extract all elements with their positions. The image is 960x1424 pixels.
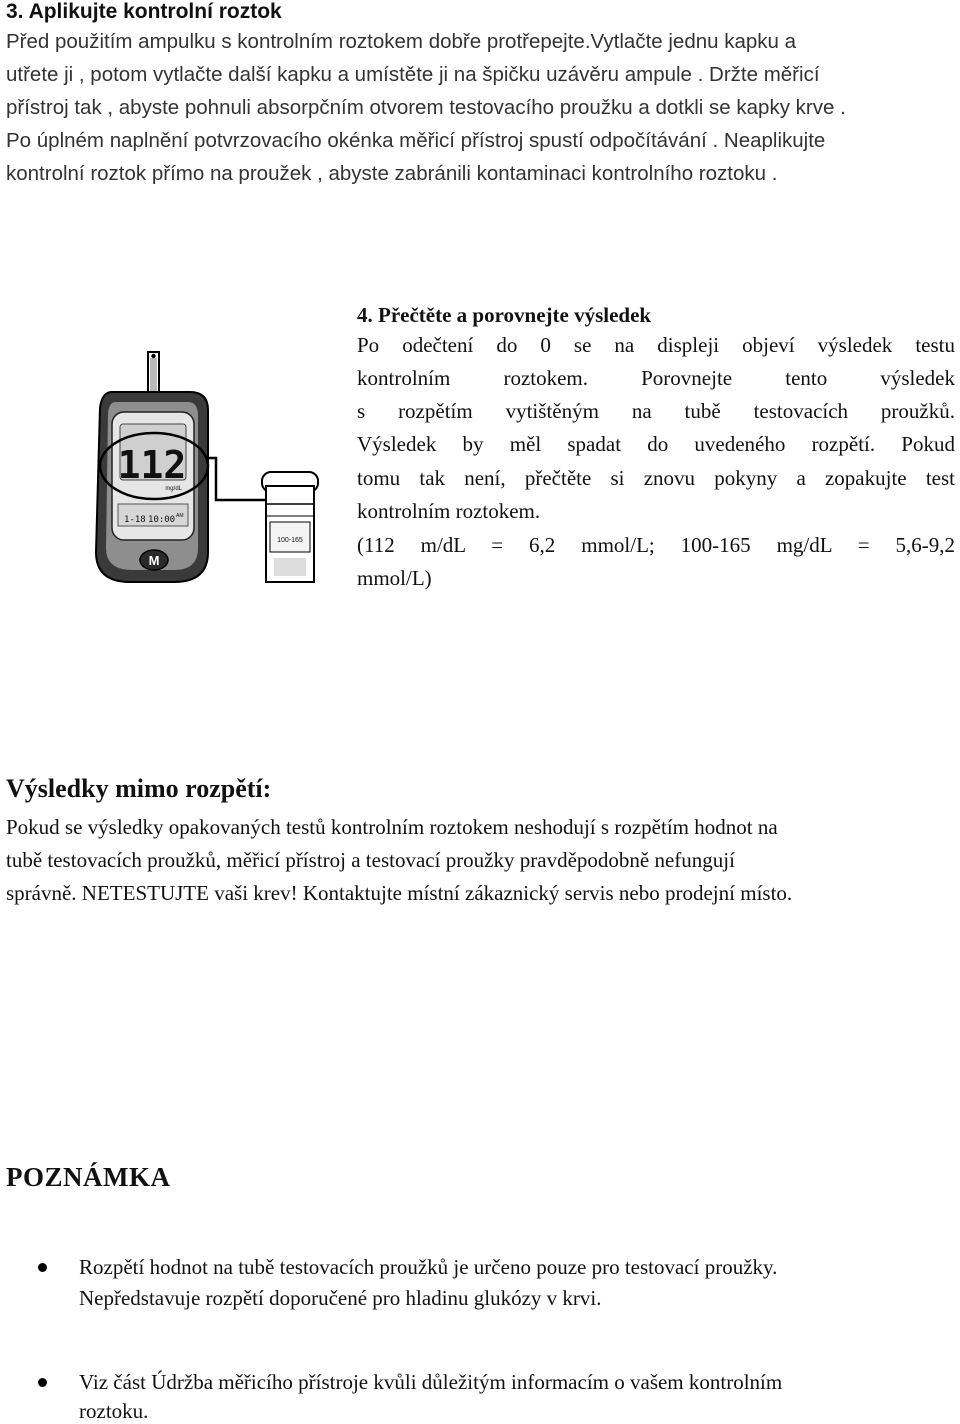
bullet-icon [38, 1378, 47, 1387]
note-bullet-line: roztoku. [79, 1399, 149, 1423]
section-3-line: Před použitím ampulku s kontrolním roztokem dobře protřepejte.Vytlačte jednu kapku a [6, 30, 797, 53]
display-time-suffix: AM [176, 513, 184, 519]
section-4-line: kontrolním roztokem. Porovnejte tento výsledek [357, 366, 955, 390]
note-bullet-line: Rozpětí hodnot na tubě testovacích proužků je určeno pouze pro testovací proužky. [79, 1255, 778, 1279]
vial-label: 100-165 [277, 537, 303, 544]
section-4-line: Výsledek by měl spadat do uvedeného rozpětí. Pokud [357, 432, 955, 456]
m-button [140, 550, 168, 570]
out-of-range-heading: Výsledky mimo rozpětí: [6, 774, 272, 803]
display-time: 10:00 [148, 515, 176, 525]
note-heading: POZNÁMKA [6, 1162, 171, 1192]
section-4-line: kontrolním roztokem. [357, 499, 541, 523]
display-date: 1-18 [124, 515, 146, 525]
out-of-range-line: správně. NETESTUJTE vaši krev! Kontaktujte místní zákaznický servis nebo prodejní místo. [6, 881, 793, 905]
section-4-line: Po odečtení do 0 se na displeji objeví výsledek testu [357, 333, 955, 357]
control-solution-vial [262, 472, 318, 582]
section-4-heading: 4. Přečtěte a porovnejte výsledek [357, 303, 652, 327]
note-bullet-line: Viz část Údržba měřicího přístroje kvůli důležitým informacím o vašem kontrolním [79, 1370, 783, 1394]
display-value: 112 [117, 443, 187, 487]
glucose-meter-illustration [90, 290, 330, 590]
section-3-heading: 3. Aplikujte kontrolní roztok [6, 0, 282, 23]
out-of-range-line: Pokud se výsledky opakovaných testů kontrolním roztokem neshodují s rozpětím hodnot na [6, 815, 778, 839]
section-4-line: tomu tak není, přečtěte si znovu pokyny a zopakujte test [357, 466, 955, 490]
section-3-line: utřete ji , potom vytlačte další kapku a umístěte ji na špičku uzávěru ampule . Držte měřicí [6, 63, 820, 86]
section-3-line: přístroj tak , abyste pohnuli absorpčním otvorem testovacího proužku a dotkli se kapky krve . [6, 96, 846, 119]
out-of-range-line: tubě testovacích proužků, měřicí přístroj a testovací proužky pravděpodobně nefungují [6, 848, 735, 872]
note-bullet-line: Nepředstavuje rozpětí doporučené pro hladinu glukózy v krvi. [79, 1286, 602, 1310]
section-3-line: Po úplném naplnění potvrzovacího okénka měřicí přístroj spustí odpočítávání . Neaplikujte [6, 129, 826, 152]
display-unit: mg/dL [165, 486, 182, 492]
section-4-line: (112 m/dL = 6,2 mmol/L; 100-165 mg/dL = 5,6-9,2 [357, 533, 955, 557]
section-4-line: s rozpětím vytištěným na tubě testovacích proužků. [357, 399, 955, 423]
bullet-icon [38, 1263, 47, 1272]
section-3-line: kontrolní roztok přímo na proužek , abyste zabránili kontaminaci kontrolního roztoku . [6, 162, 778, 185]
section-4-line: mmol/L) [357, 566, 432, 590]
m-button-label: M [148, 553, 160, 568]
